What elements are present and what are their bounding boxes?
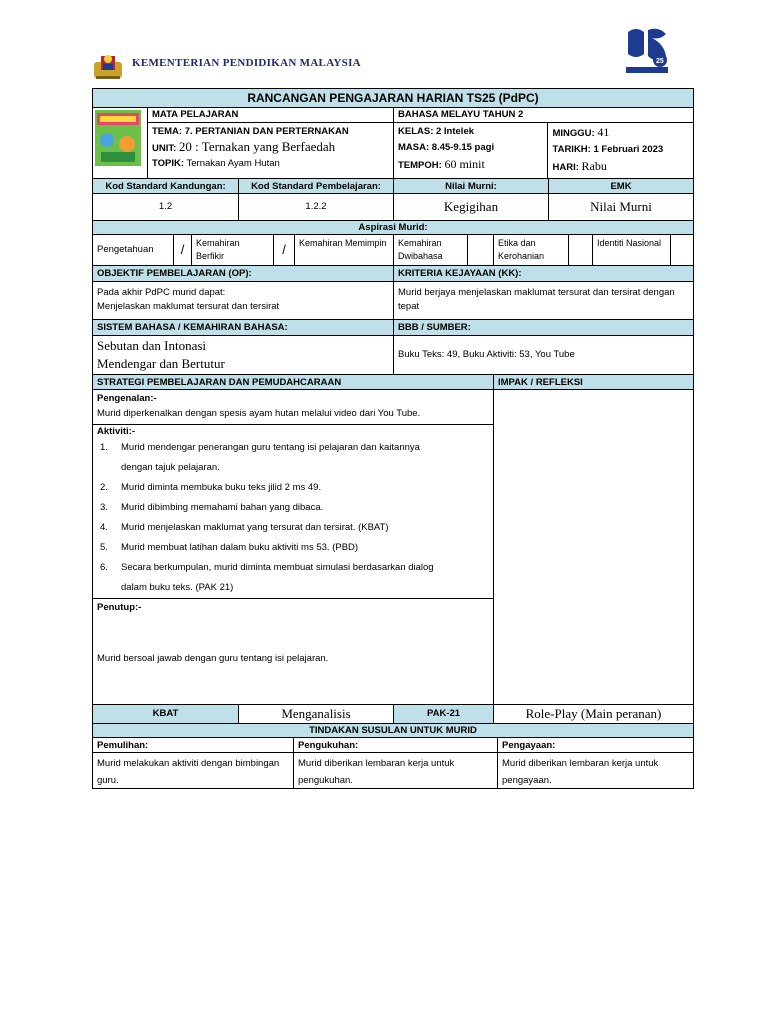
strategi-label: STRATEGI PEMBELAJARAN DAN PEMUDAHCARAAN <box>97 377 342 388</box>
penutup-text: Murid bersoal jawab dengan guru tentang isi pelajaran. <box>97 653 329 664</box>
kelas: KELAS: 2 Intelek <box>398 126 475 137</box>
aktiviti-item: dalam buku teks. (PAK 21) <box>121 582 234 593</box>
aspirasi-kemahiran-dwibahasa: Kemahiran Dwibahasa <box>393 235 467 265</box>
aktiviti-label: Aktiviti:- <box>97 426 135 437</box>
pemulihan-text: Murid melakukan aktiviti dengan bimbingan guru. <box>97 758 280 786</box>
penutup-label: Penutup:- <box>97 602 142 613</box>
aspirasi-kemahiran-berfikir-mark: / <box>273 235 294 265</box>
aktiviti-item: 6. Secara berkumpulan, murid diminta membuat simulasi berdasarkan dialog <box>100 562 434 573</box>
aktiviti-list <box>97 438 489 598</box>
kod-standard-kandungan-label: Kod Standard Kandungan: <box>105 181 226 192</box>
aktiviti-item: 3. Murid dibimbing memahami bahan yang dibaca. <box>100 502 324 513</box>
textbook-cover-icon <box>95 110 141 166</box>
tempoh-label: TEMPOH: <box>398 160 442 171</box>
kod-standard-pembelajaran-value: 1.2.2 <box>238 194 393 220</box>
minggu-label: MINGGU: <box>552 128 595 139</box>
kbat-label: KBAT <box>93 705 238 723</box>
aspirasi-identiti-nasional: Identiti Nasional <box>592 235 670 265</box>
impak-label: IMPAK / REFLEKSI <box>493 375 693 389</box>
malaysia-crest-icon <box>92 52 124 82</box>
topik-value: Ternakan Ayam Hutan <box>186 158 280 169</box>
masa: MASA: 8.45-9.15 pagi <box>398 142 495 153</box>
kod-standard-pembelajaran-label: Kod Standard Pembelajaran: <box>238 179 393 193</box>
pengenalan-text: Murid diperkenalkan dengan spesis ayam hutan melalui video dari You Tube. <box>97 408 421 419</box>
sistem-bahasa-label: SISTEM BAHASA / KEMAHIRAN BAHASA: <box>97 322 288 333</box>
kod-standard-kandungan-value: 1.2 <box>158 201 173 212</box>
aspirasi-title: Aspirasi Murid: <box>358 222 428 233</box>
kk-text: Murid berjaya menjelaskan maklumat tersurat dan tersirat dengan tepat <box>393 282 693 319</box>
aspirasi-identiti-mark <box>670 235 693 265</box>
aspirasi-pengetahuan: Pengetahuan <box>97 244 154 255</box>
op-text-objective: Menjelaskan maklumat tersurat dan tersirat <box>97 301 280 312</box>
sistem-bahasa-1: Sebutan dan Intonasi <box>97 338 207 353</box>
pak21-label: PAK-21 <box>393 705 493 723</box>
nilai-murni-value: Kegigihan <box>393 194 548 220</box>
tema: TEMA: 7. PERTANIAN DAN PERTERNAKAN <box>152 126 349 137</box>
kk-label: KRITERIA KEJAYAAN (KK): <box>393 266 693 281</box>
bbb-sumber-label: BBB / SUMBER: <box>393 320 693 335</box>
tempoh-value: 60 minit <box>444 157 485 171</box>
form-title: RANCANGAN PENGAJARAN HARIAN TS25 (PdPC) <box>247 91 539 105</box>
ministry-name: KEMENTERIAN PENDIDIKAN MALAYSIA <box>132 57 361 69</box>
pemulihan-label: Pemulihan: <box>97 740 149 751</box>
sistem-bahasa-2: Mendengar dan Bertutur <box>97 356 225 371</box>
aktiviti-item: 5. Murid membuat latihan dalam buku aktiviti ms 53. (PBD) <box>100 542 359 553</box>
tindakan-susulan-title: TINDAKAN SUSULAN UNTUK MURID <box>309 725 477 736</box>
aktiviti-item: 2. Murid diminta membuka buku teks jilid 2 ms 49. <box>100 482 322 493</box>
aspirasi-etika-mark <box>568 235 592 265</box>
subject-name: BAHASA MELAYU TAHUN 2 <box>394 108 693 123</box>
svg-text:25: 25 <box>656 58 664 65</box>
aktiviti-item: dengan tajuk pelajaran. <box>121 462 220 473</box>
ts25-logo-icon <box>622 24 672 76</box>
hari-label: HARI: <box>552 162 579 173</box>
lesson-plan-form <box>92 88 694 789</box>
unit-label: UNIT: <box>152 143 177 154</box>
aspirasi-kemahiran-memimpin: Kemahiran Memimpin <box>294 235 393 265</box>
nilai-murni-label: Nilai Murni: <box>393 179 548 193</box>
pengukuhan-text: Murid diberikan lembaran kerja untuk pengukuhan. <box>293 753 497 788</box>
topik-label: TOPIK: <box>152 158 185 169</box>
pengukuhan-label: Pengukuhan: <box>293 738 497 752</box>
pengayaan-label: Pengayaan: <box>497 738 693 752</box>
aspirasi-dwibahasa-mark <box>467 235 493 265</box>
unit-value: 20 : Ternakan yang Berfaedah <box>178 139 336 154</box>
textbook-cover <box>93 108 147 178</box>
aspirasi-etika-kerohanian: Etika dan Kerohanian <box>493 235 568 265</box>
kbat-value: Menganalisis <box>238 705 393 723</box>
impak-box <box>493 390 693 704</box>
minggu-value: 41 <box>597 125 610 139</box>
aspirasi-pengetahuan-mark: / <box>173 235 191 265</box>
tarikh: TARIKH: 1 Februari 2023 <box>552 144 664 155</box>
op-label: OBJEKTIF PEMBELAJARAN (OP): <box>97 268 252 279</box>
pak21-value: Role-Play (Main peranan) <box>493 705 693 723</box>
pengayaan-text: Murid diberikan lembaran kerja untuk pengayaan. <box>497 753 693 788</box>
op-text-intro: Pada akhir PdPC murid dapat: <box>97 287 226 298</box>
emk-value: Nilai Murni <box>548 194 693 220</box>
aspirasi-kemahiran-berfikir: Kemahiran Berfikir <box>191 235 273 265</box>
aktiviti-item: 1. Murid mendengar penerangan guru tentang isi pelajaran dan kaitannya <box>100 442 420 453</box>
aktiviti-item: 4. Murid menjelaskan maklumat yang tersurat dan tersirat. (KBAT) <box>100 522 389 533</box>
emk-label: EMK <box>548 179 693 193</box>
page-header <box>92 48 692 82</box>
pengenalan-label: Pengenalan:- <box>97 393 157 404</box>
mata-pelajaran-label: MATA PELAJARAN <box>148 108 393 123</box>
hari-value: Rabu <box>581 159 607 173</box>
bbb-text: Buku Teks: 49, Buku Aktiviti: 53, You Tube <box>393 336 693 374</box>
